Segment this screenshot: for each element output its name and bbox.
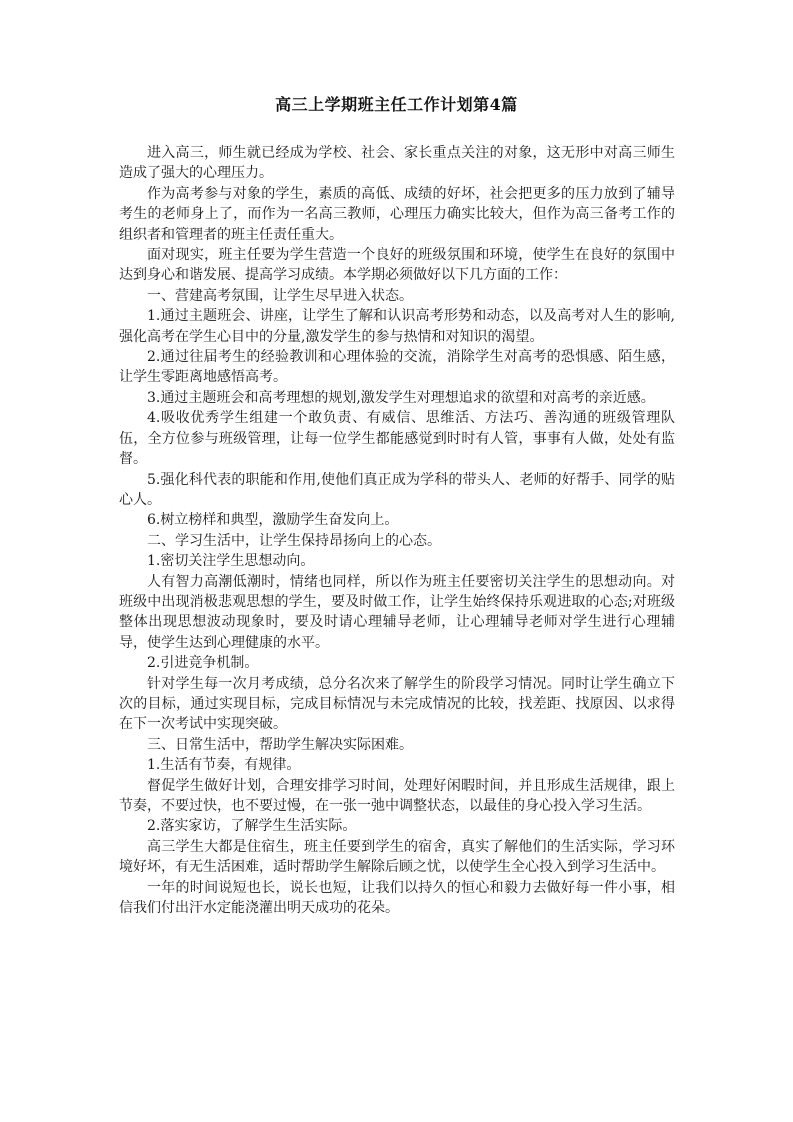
subsection-heading: 1.生活有节奏，有规律。	[147, 757, 301, 774]
paragraph: 进入高三，师生就已经成为学校、社会、家长重点关注的对象，这无形中对高三师生造成了强大的心理压力。	[119, 145, 675, 182]
subsection-heading: 2.引进竞争机制。	[147, 655, 259, 672]
section-heading: 二、学习生活中，让学生保持昂扬向上的心态。	[147, 532, 441, 549]
list-item: 1.通过主题班会、讲座，让学生了解和认识高考形势和动态，以及高考对人生的影响,强化高考在学生心目中的分量,激发学生的参与热情和对知识的渴望。	[119, 308, 675, 345]
list-item: 3.通过主题班会和高考理想的规划,激发学生对理想追求的欲望和对高考的亲近感。	[147, 389, 655, 406]
paragraph: 一年的时间说短也长，说长也短，让我们以持久的恒心和毅力去做好每一件小事，相信我们付出汗水定能浇灌出明天成功的花朵。	[119, 879, 675, 917]
list-item: 2.通过往届考生的经验教训和心理体验的交流，消除学生对高考的恐惧感、陌生感，让学生零距离地感悟高考。	[119, 349, 675, 386]
document-title: 高三上学期班主任工作计划第4篇	[275, 95, 518, 114]
paragraph: 针对学生每一次月考成绩，总分名次来了解学生的阶段学习情况。同时让学生确立下次的目标，通过实现目标，完成目标情况与未完成情况的比较，找差距、找原因、以求得在下一次考试中实现突破。	[119, 675, 675, 733]
paragraph: 人有智力高潮低潮时，情绪也同样，所以作为班主任要密切关注学生的思想动向。对班级中出现消极悲观思想的学生，要及时做工作，让学生始终保持乐观进取的心态;对班级整体出现思想波动现象时，要及时请心理辅导老师，让心理辅导老师对学生进行心理辅导，使学生达到心理健康的水平。	[119, 573, 675, 651]
paragraph: 作为高考参与对象的学生，素质的高低、成绩的好坏，社会把更多的压力放到了辅导考生的老师身上了，而作为一名高三教师，心理压力确实比较大，但作为高三备考工作的组织者和管理者的班主任责任重大。	[119, 185, 675, 243]
subsection-heading: 2.落实家访，了解学生生活实际。	[147, 818, 357, 835]
list-item: 6.树立榜样和典型，激励学生奋发向上。	[147, 512, 399, 529]
paragraph: 高三学生大都是住宿生，班主任要到学生的宿舍，真实了解他们的生活实际，学习环境好坏，有无生活困难，适时帮助学生解除后顾之忧，以使学生全心投入到学习生活中。	[119, 838, 675, 876]
subsection-heading: 1.密切关注学生思想动向。	[147, 553, 315, 570]
section-heading: 一、营建高考氛围，让学生尽早进入状态。	[147, 287, 413, 304]
document-body	[119, 143, 675, 918]
paragraph: 面对现实，班主任要为学生营造一个良好的班级氛围和环境，使学生在良好的氛围中达到身心和谐发展、提高学习成绩。本学期必须做好以下几方面的工作：	[119, 247, 675, 284]
list-item: 5.强化科代表的职能和作用,使他们真正成为学科的带头人、老师的好帮手、同学的贴心人。	[119, 471, 675, 508]
section-heading: 三、日常生活中，帮助学生解决实际困难。	[147, 736, 413, 753]
list-item: 4.吸收优秀学生组建一个敢负责、有威信、思维活、方法巧、善沟通的班级管理队伍，全方位参与班级管理，让每一位学生都能感觉到时时有人管，事事有人做，处处有监督。	[119, 410, 675, 468]
paragraph: 督促学生做好计划，合理安排学习时间，处理好闲暇时间，并且形成生活规律，跟上节奏，不要过快，也不要过慢，在一张一弛中调整状态，以最佳的身心投入学习生活。	[119, 777, 675, 814]
